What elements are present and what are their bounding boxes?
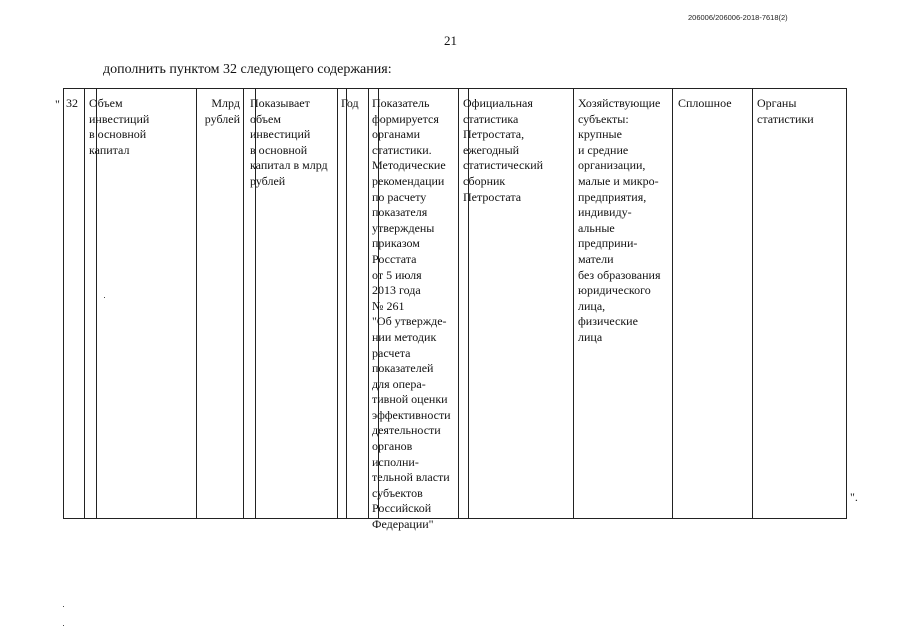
table-divider [368, 88, 369, 519]
responsible-body: Органы статистики [757, 96, 814, 126]
page-number: 21 [444, 33, 457, 48]
table-divider [337, 88, 338, 519]
method: Показатель формируется органами статистики. Методические рекомендации по расчету показателя утверждены приказом Росстата от 5 июля 2013 года № 261 "Об утвержде- нии методик расчета показателей для опера- тивной оценки эффективности деятельности органов исполни- тельной власти субъектов Российской Федерации" [372, 96, 451, 532]
table-divider [243, 88, 244, 519]
coverage-type: Сплошное [678, 96, 732, 110]
table-divider [752, 88, 753, 519]
scan-speck [63, 625, 64, 626]
scan-speck [63, 606, 64, 607]
periodicity: Год [341, 96, 359, 110]
row-number: 32 [66, 96, 78, 110]
table-divider [846, 88, 847, 519]
table-divider [84, 88, 85, 519]
open-quote: " [55, 97, 60, 111]
table-divider [63, 88, 64, 519]
table-divider [346, 88, 347, 519]
scan-speck [104, 297, 105, 298]
table-divider [573, 88, 574, 519]
indicator-name: Объем инвестиций в основной капитал [89, 96, 150, 157]
data-source: Официальная статистика Петростата, ежегодный статистический сборник Петростата [463, 96, 544, 204]
reporting-subjects: Хозяйствующие субъекты: крупные и средние организации, малые и микро- предприятия, индивиду- альные предприни- матели без образования юридического лица, физические лица [578, 96, 661, 344]
doc-id: 206006/206006-2018-7618(2) [688, 13, 788, 22]
unit: Млрд рублей [204, 96, 240, 126]
description: Показывает объем инвестиций в основной капитал в млрд рублей [250, 96, 328, 188]
close-quote: ". [850, 490, 858, 504]
table-divider [196, 88, 197, 519]
intro-text: дополнить пунктом 32 следующего содержания: [103, 62, 392, 77]
